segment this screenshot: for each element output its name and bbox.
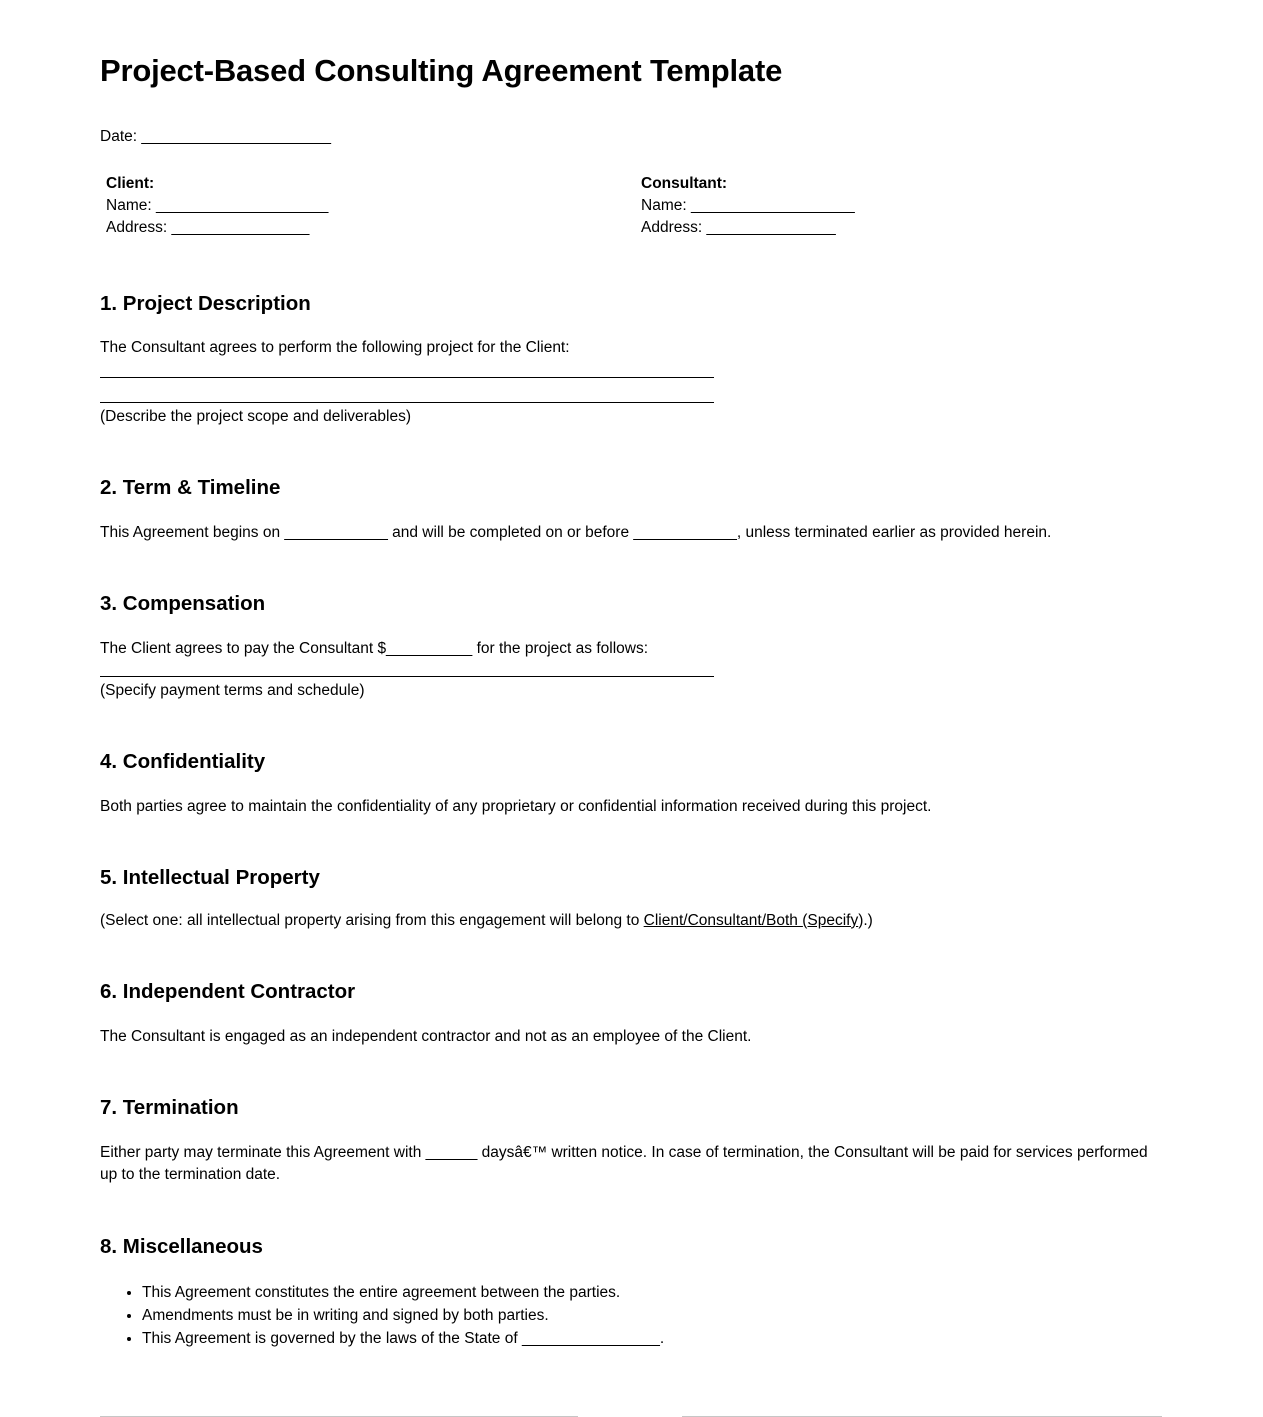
list-item: • This Agreement constitutes the entire agreement between the parties. — [142, 1281, 1163, 1304]
section-confidentiality — [100, 749, 1163, 818]
confidentiality-body: Both parties agree to maintain the confidentiality of any proprietary or confidential information received during this project. — [100, 797, 932, 815]
page-title: Project-Based Consulting Agreement Template — [100, 53, 783, 88]
date-field-line[interactable]: Date: ______________________ — [100, 127, 332, 145]
section-heading-intellectual-property: 5. Intellectual Property — [100, 866, 320, 890]
list-item: • Amendments must be in writing and signed by both parties. — [142, 1304, 1163, 1327]
ip-specify-hint[interactable]: (Specify — [802, 911, 859, 929]
intellectual-property-body — [100, 910, 1163, 932]
consultant-address-line[interactable]: Address: _______________ — [641, 218, 836, 236]
section-compensation — [100, 591, 1163, 702]
section-intellectual-property — [100, 865, 1163, 932]
consultant-name-line[interactable]: Name: ___________________ — [641, 196, 855, 214]
compensation-blank-line[interactable] — [100, 676, 714, 677]
project-description-blank-line-2[interactable] — [100, 402, 714, 403]
project-description-intro: The Consultant agrees to perform the following project for the Client: — [100, 339, 570, 357]
ip-option-choices[interactable]: Client/Consultant/Both — [643, 911, 803, 929]
parties-block — [100, 173, 1163, 239]
section-heading-project-description: 1. Project Description — [100, 291, 311, 315]
project-description-caption: (Describe the project scope and deliverables) — [100, 407, 412, 425]
section-miscellaneous — [100, 1234, 1163, 1350]
section-termination — [100, 1095, 1163, 1187]
section-project-description — [100, 291, 1163, 429]
section-heading-miscellaneous: 8. Miscellaneous — [100, 1234, 263, 1258]
list-item[interactable]: • This Agreement is governed by the laws of the State of ________________. — [142, 1327, 1163, 1350]
ip-body-prefix: (Select one: all intellectual property arising from this engagement will belong to — [100, 911, 644, 929]
project-description-blank-line-1[interactable] — [100, 377, 714, 378]
section-heading-term-timeline: 2. Term & Timeline — [100, 476, 281, 500]
compensation-body: The Client agrees to pay the Consultant $__________ for the project as follows: — [100, 640, 649, 658]
section-term-timeline — [100, 475, 1163, 544]
section-heading-termination: 7. Termination — [100, 1096, 239, 1120]
termination-body: Either party may terminate this Agreement with ______ daysâ€™ written notice. In case of termination, the Consultant will be paid for services performed up to the termination date. — [100, 1143, 1152, 1184]
independent-contractor-body: The Consultant is engaged as an independent contractor and not as an employee of the Client. — [100, 1027, 752, 1045]
section-heading-compensation: 3. Compensation — [100, 592, 266, 616]
term-timeline-body: This Agreement begins on ____________ and will be completed on or before ____________, unless terminated earlier as provided herein. — [100, 523, 1052, 541]
consultant-label: Consultant: — [641, 174, 728, 192]
client-address-line[interactable]: Address: ________________ — [106, 218, 310, 236]
miscellaneous-list — [100, 1281, 1163, 1351]
ip-body-suffix: ).) — [858, 911, 873, 929]
client-label: Client: — [106, 174, 155, 192]
compensation-caption: (Specify payment terms and schedule) — [100, 681, 365, 699]
section-independent-contractor — [100, 979, 1163, 1048]
client-block — [100, 173, 639, 239]
client-name-line[interactable]: Name: ____________________ — [106, 196, 329, 214]
section-heading-independent-contractor: 6. Independent Contractor — [100, 980, 356, 1004]
section-heading-confidentiality: 4. Confidentiality — [100, 750, 266, 774]
consultant-block — [639, 173, 855, 239]
